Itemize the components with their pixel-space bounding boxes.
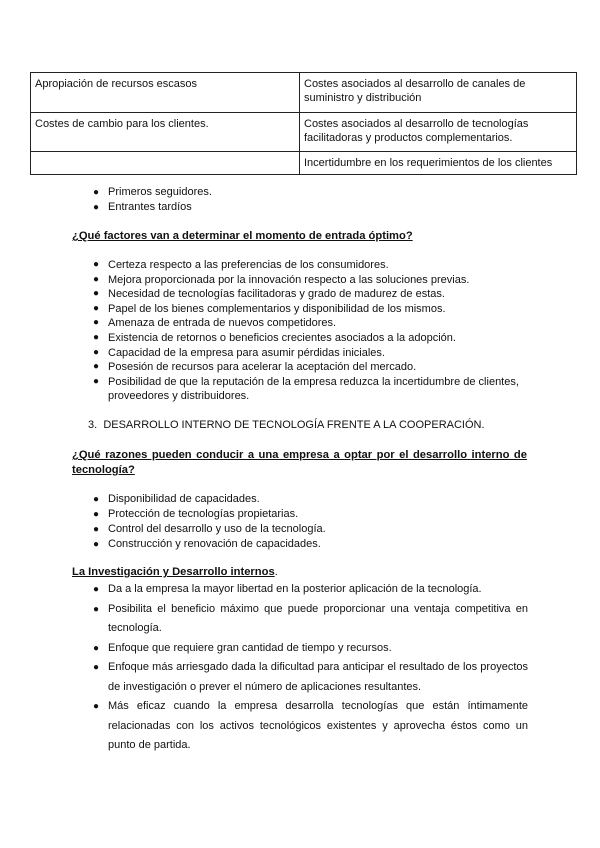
list-item: ● Protección de tecnologías propietarias.	[93, 508, 299, 520]
list-item: ● Papel de los bienes complementarios y disponibilidad de los mismos.	[93, 302, 446, 315]
list-item: ● Enfoque más arriesgado dada la dificultad para anticipar el resultado de los proyectos de investigación o prever el número de aplicaciones resultantes.	[88, 658, 528, 697]
table-cell: Apropiación de recursos escasos	[31, 73, 300, 113]
rd-list	[88, 580, 528, 756]
list-item: ● Posibilita el beneficio máximo que puede proporcionar una ventaja competitiva en tecnología.	[88, 600, 528, 639]
list-item: ● Da a la empresa la mayor libertad en la posterior aplicación de la tecnología.	[88, 580, 528, 600]
list-item: ● Control del desarrollo y uso de la tecnología.	[93, 523, 326, 535]
bullet-icon: ●	[93, 494, 100, 505]
bullet-icon: ●	[93, 662, 100, 673]
factors-list	[88, 258, 528, 404]
table-cell: Costes de cambio para los clientes.	[31, 113, 300, 152]
list-item: ● Capacidad de la empresa para asumir pérdidas iniciales.	[93, 346, 385, 359]
bullet-icon: ●	[93, 331, 100, 343]
bullet-icon: ●	[93, 187, 100, 198]
list-item: ● Amenaza de entrada de nuevos competidores.	[93, 317, 337, 330]
bullet-icon: ●	[93, 642, 100, 654]
bullet-icon: ●	[93, 584, 100, 595]
reasons-list	[88, 492, 528, 552]
table-row	[31, 113, 577, 152]
list-item: ● Construcción y renovación de capacidades.	[93, 538, 321, 550]
bullet-icon: ●	[93, 539, 100, 550]
list-item: ● Posibilidad de que la reputación de la empresa reduzca la incertidumbre de clientes, proveedores y distribuidores.	[93, 375, 519, 403]
section-heading: ¿Qué factores van a determinar el momento de entrada óptimo?	[72, 230, 413, 242]
strategy-table	[30, 72, 577, 175]
bullet-icon: ●	[93, 701, 100, 712]
table-cell: Costes asociados al desarrollo de canales de suministro y distribución	[300, 73, 577, 113]
list-item: ● Existencia de retornos o beneficios crecientes asociados a la adopción.	[93, 331, 456, 344]
section-heading: ¿Qué razones pueden conducir a una empresa a optar por el desarrollo interno de tecnología?	[72, 449, 527, 476]
bullet-icon: ●	[93, 259, 100, 270]
subsection-heading: La Investigación y Desarrollo internos.	[72, 566, 278, 578]
section-3-title: 3. DESARROLLO INTERNO DE TECNOLOGÍA FRENTE A LA COOPERACIÓN.	[88, 419, 485, 431]
bullet-icon: ●	[93, 603, 100, 615]
bullet-icon: ●	[93, 524, 100, 535]
list-item: ● Mejora proporcionada por la innovación respecto a las soluciones previas.	[93, 273, 470, 286]
list-item: ● Enfoque que requiere gran cantidad de tiempo y recursos.	[88, 639, 528, 659]
bullet-icon: ●	[93, 361, 100, 373]
list-item: ● Entrantes tardíos	[93, 201, 192, 213]
list-item: ● Necesidad de tecnologías facilitadoras y grado de madurez de estas.	[93, 288, 445, 301]
list-item: ● Primeros seguidores.	[93, 186, 212, 198]
table-row	[31, 152, 577, 175]
list-item: ● Más eficaz cuando la empresa desarrolla tecnologías que están íntimamente relacionadas con los activos tecnológicos existentes y aprovecha éstos como un punto de partida.	[88, 697, 528, 756]
bullet-icon: ●	[93, 288, 100, 300]
bullet-icon: ●	[93, 317, 100, 329]
table-cell: Incertidumbre en los requerimientos de los clientes	[300, 152, 577, 175]
list-item: ● Certeza respecto a las preferencias de los consumidores.	[93, 259, 389, 271]
list-item: ● Posesión de recursos para acelerar la aceptación del mercado.	[93, 361, 417, 374]
bullet-icon: ●	[93, 375, 100, 387]
table-cell	[31, 152, 300, 175]
bullet-icon: ●	[93, 202, 100, 213]
table-row	[31, 73, 577, 113]
bullet-icon: ●	[93, 509, 100, 520]
bullet-icon: ●	[93, 346, 100, 358]
list-item: ● Disponibilidad de capacidades.	[93, 493, 260, 505]
entrant-list	[88, 185, 548, 215]
bullet-icon: ●	[93, 302, 100, 314]
bullet-icon: ●	[93, 273, 100, 285]
table-cell: Costes asociados al desarrollo de tecnologías facilitadoras y productos complementarios.	[300, 113, 577, 152]
